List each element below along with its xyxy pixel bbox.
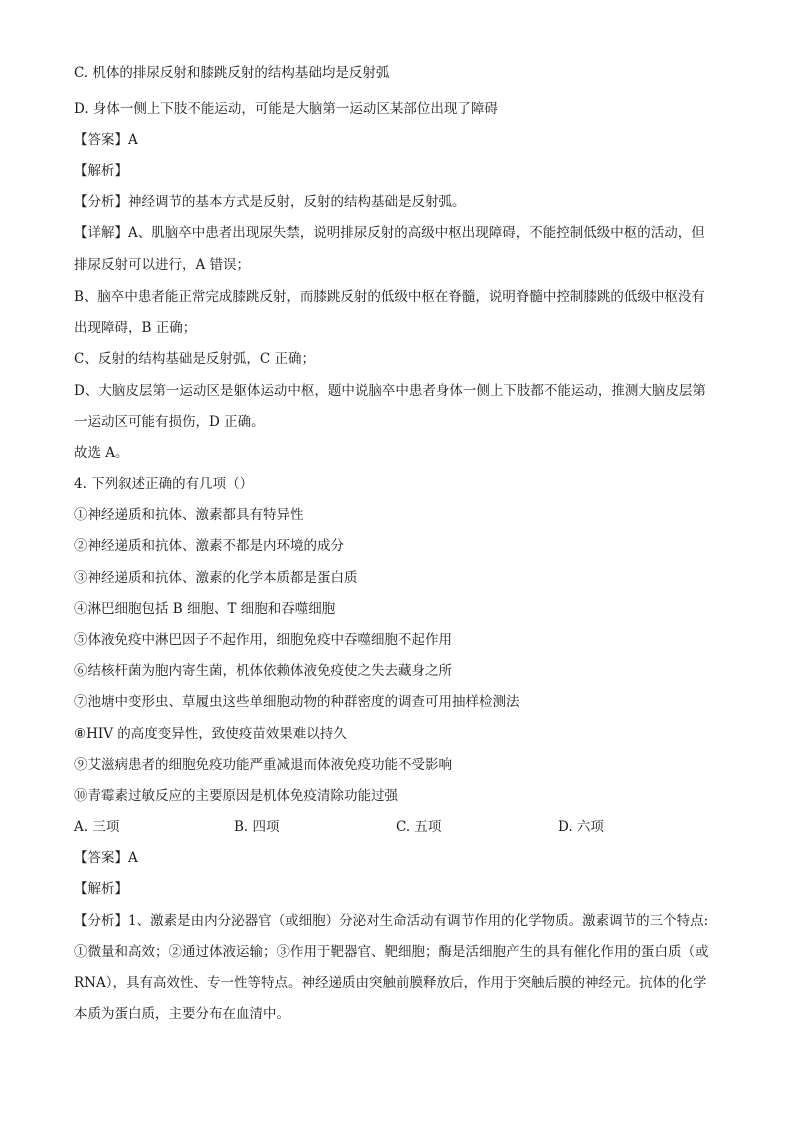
statement-9: ⑨艾滋病患者的细胞免疫功能严重减退而体液免疫功能不受影响: [74, 757, 452, 773]
statement-8: ⑧HIV 的高度变异性，致使疫苗效果难以持久: [74, 726, 347, 742]
option-c-line: C. 机体的排尿反射和膝跳反射的结构基础均是反射弧: [74, 65, 390, 81]
detail-text-2: 排尿反射可以进行，A 错误；: [74, 257, 251, 273]
statement-4: ④淋巴细胞包括 B 细胞、T 细胞和吞噬细胞: [74, 601, 336, 617]
detail-text-4: 出现障碍，B 正确；: [74, 320, 197, 336]
analysis2-text-1: 【分析】1、激素是由内分泌器官（或细胞）分泌对生命活动有调节作用的化学物质。激素调节的三个特点:: [74, 913, 709, 929]
detail-text-1: 【详解】A、肌脑卒中患者出现尿失禁，说明排尿反射的高级中枢出现障碍，不能控制低级中枢的活动，但: [74, 225, 705, 241]
conclusion-text: 故选 A。: [74, 445, 129, 461]
detail-text-7: 一运动区可能有损伤，D 正确。: [74, 414, 265, 430]
answer-label: 【答案】A: [74, 132, 138, 148]
statement-10: ⑩青霉素过敏反应的主要原因是机体免疫清除功能过强: [74, 788, 398, 804]
statement-7: ⑦池塘中变形虫、草履虫这些单细胞动物的种群密度的调查可用抽样检测法: [74, 694, 520, 710]
detail-text-3: B、脑卒中患者能正常完成膝跳反射，而膝跳反射的低级中枢在脊髓，说明脊髓中控制膝跳的低级中枢没有: [74, 289, 705, 305]
statement-6: ⑥结核杆菌为胞内寄生菌，机体依赖体液免疫使之失去藏身之所: [74, 663, 452, 679]
question-4-stem: 4. 下列叙述正确的有几项（）: [74, 476, 254, 492]
analysis-label-2: 【解析】: [74, 881, 128, 897]
detail-text-6: D、大脑皮层第一运动区是躯体运动中枢，题中说脑卒中患者身体一侧上下肢都不能运动，推测大脑皮层第: [74, 383, 706, 399]
analysis2-text-2: ①微量和高效；②通过体液运输；③作用于靶器官、靶细胞；酶是活细胞产生的具有催化作用的蛋白质（或: [74, 944, 709, 960]
option-a: A. 三项: [74, 819, 120, 835]
detail-text-5: C、反射的结构基础是反射弧，C 正确；: [74, 351, 315, 367]
option-c: C. 五项: [396, 819, 442, 835]
option-d-line: D. 身体一侧上下肢不能运动，可能是大脑第一运动区某部位出现了障碍: [74, 101, 498, 117]
analysis2-text-4: 本质为蛋白质，主要分布在血清中。: [74, 1006, 290, 1022]
analysis-label: 【解析】: [74, 163, 128, 179]
option-d: D. 六项: [558, 819, 604, 835]
statement-1: ①神经递质和抗体、激素都具有特异性: [74, 507, 304, 523]
analysis-text: 【分析】神经调节的基本方式是反射，反射的结构基础是反射弧。: [74, 194, 466, 210]
analysis2-text-3: RNA），具有高效性、专一性等特点。神经递质由突触前膜释放后，作用于突触后膜的神经元。抗体的化学: [74, 975, 707, 991]
answer-label-2: 【答案】A: [74, 850, 138, 866]
statement-2: ②神经递质和抗体、激素不都是内环境的成分: [74, 538, 344, 554]
statement-5: ⑤体液免疫中淋巴因子不起作用，细胞免疫中吞噬细胞不起作用: [74, 632, 452, 648]
option-b: B. 四项: [234, 819, 280, 835]
statement-3: ③神经递质和抗体、激素的化学本质都是蛋白质: [74, 570, 358, 586]
